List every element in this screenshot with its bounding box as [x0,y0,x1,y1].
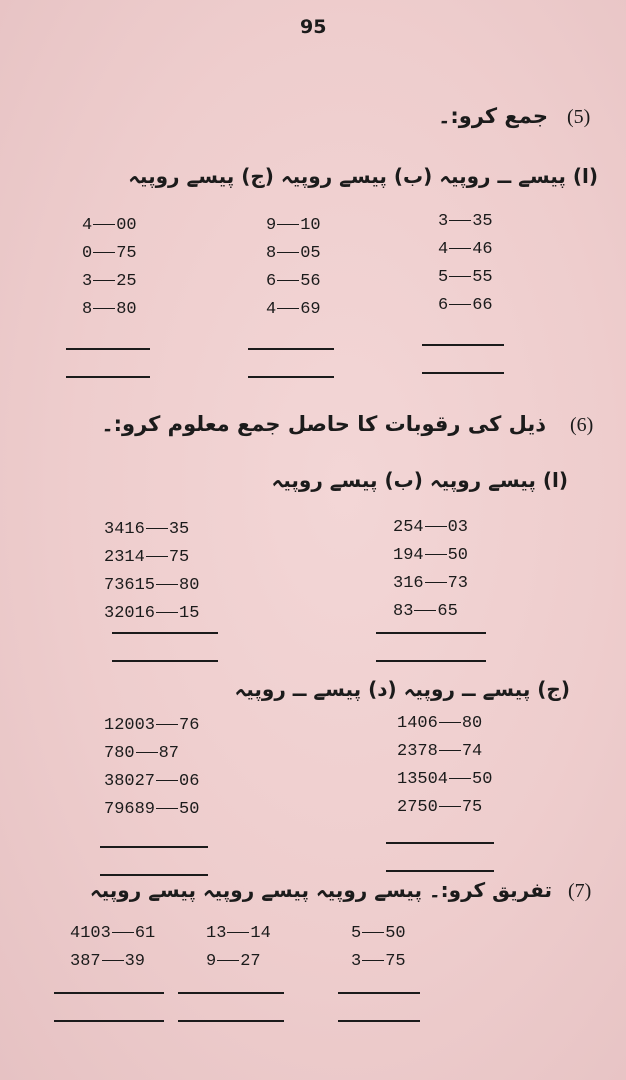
dash [362,932,384,933]
q5-column-c [82,212,137,324]
q6-column-c [397,710,492,822]
dash [362,960,384,961]
dash [439,806,461,807]
q7-header: تفریق کرو:۔ پیسے روپیہ پیسے روپیہ پیسے روپیہ [89,878,552,902]
q6-number: (6) [570,414,594,436]
answer-rule [422,344,504,346]
amount-row: 4 00 [82,216,137,235]
q7-column-a [351,920,406,976]
dash [449,778,471,779]
amount-row: 79689 50 [104,800,200,819]
dash [146,528,168,529]
answer-rule [54,992,164,994]
amount-row: 3 35 [438,212,493,231]
q6-column-d [104,712,199,824]
dash [156,724,178,725]
answer-rule [178,1020,284,1022]
dash [449,220,471,221]
page-number: 95 [300,16,327,38]
answer-rule [338,1020,420,1022]
amount-row: 2750 75 [397,798,483,817]
amount-row: 316 73 [393,574,469,593]
dash [439,722,461,723]
q7-column-b [206,920,271,976]
q6-header-1: (ا) پیسے روپیہ (ب) پیسے روپیہ [271,468,568,492]
amount-row: 8 05 [266,244,321,263]
dash [277,252,299,253]
answer-rule [54,1020,164,1022]
answer-rule [376,660,486,662]
answer-rule [248,348,334,350]
dash [146,556,168,557]
q5-header: (ا) پیسے ــ روپیہ (ب) پیسے روپیہ (ج) پیسے روپیہ [128,164,598,188]
q5-column-a [438,208,493,320]
dash [217,960,239,961]
amount-row: 9 27 [206,952,261,971]
amount-row: 5 50 [351,924,406,943]
dash [156,612,178,613]
amount-row: 780 87 [104,744,180,763]
dash [425,526,447,527]
q5-instruction: جمع کرو:۔ [438,104,548,128]
dash [227,932,249,933]
q5-number: (5) [567,106,591,128]
amount-row: 0 75 [82,244,137,263]
dash [277,280,299,281]
dash [449,276,471,277]
dash [156,584,178,585]
amount-row: 4103 61 [70,924,156,943]
amount-row: 38027 06 [104,772,200,791]
q7-column-c [70,920,155,976]
amount-row: 2314 75 [104,548,190,567]
dash [93,280,115,281]
dash [156,808,178,809]
answer-rule [422,372,504,374]
answer-rule [178,992,284,994]
answer-rule [66,376,150,378]
dash [425,582,447,583]
dash [449,304,471,305]
amount-row: 2378 74 [397,742,483,761]
q5-column-b [266,212,321,324]
dash [277,224,299,225]
q6-column-a [393,514,468,626]
dash [156,780,178,781]
answer-rule [386,842,494,844]
amount-row: 3 75 [351,952,406,971]
answer-rule [112,660,218,662]
amount-row: 83 65 [393,602,458,621]
dash [93,308,115,309]
amount-row: 6 66 [438,296,493,315]
dash [277,308,299,309]
amount-row: 12003 76 [104,716,200,735]
dash [93,252,115,253]
dash [414,610,436,611]
amount-row: 8 80 [82,300,137,319]
amount-row: 387 39 [70,952,146,971]
answer-rule [386,870,494,872]
dash [93,224,115,225]
answer-rule [100,874,208,876]
answer-rule [112,632,218,634]
amount-row: 32016 15 [104,604,200,623]
dash [102,960,124,961]
amount-row: 3 25 [82,272,137,291]
q6-header-2: (ج) پیسے ــ روپیہ (د) پیسے ــ روپیہ [234,677,570,701]
q6-column-b [104,516,199,628]
amount-row: 1406 80 [397,714,483,733]
dash [449,248,471,249]
answer-rule [248,376,334,378]
dash [425,554,447,555]
dash [136,752,158,753]
amount-row: 4 46 [438,240,493,259]
amount-row: 13 14 [206,924,271,943]
q7-number: (7) [568,880,592,902]
amount-row: 194 50 [393,546,469,565]
amount-row: 6 56 [266,272,321,291]
amount-row: 3416 35 [104,520,190,539]
amount-row: 73615 80 [104,576,200,595]
amount-row: 13504 50 [397,770,493,789]
amount-row: 5 55 [438,268,493,287]
answer-rule [338,992,420,994]
answer-rule [376,632,486,634]
dash [112,932,134,933]
answer-rule [100,846,208,848]
q6-instruction: ذیل کی رقوبات کا حاصل جمع معلوم کرو:۔ [101,412,546,436]
dash [439,750,461,751]
amount-row: 4 69 [266,300,321,319]
amount-row: 9 10 [266,216,321,235]
answer-rule [66,348,150,350]
amount-row: 254 03 [393,518,469,537]
